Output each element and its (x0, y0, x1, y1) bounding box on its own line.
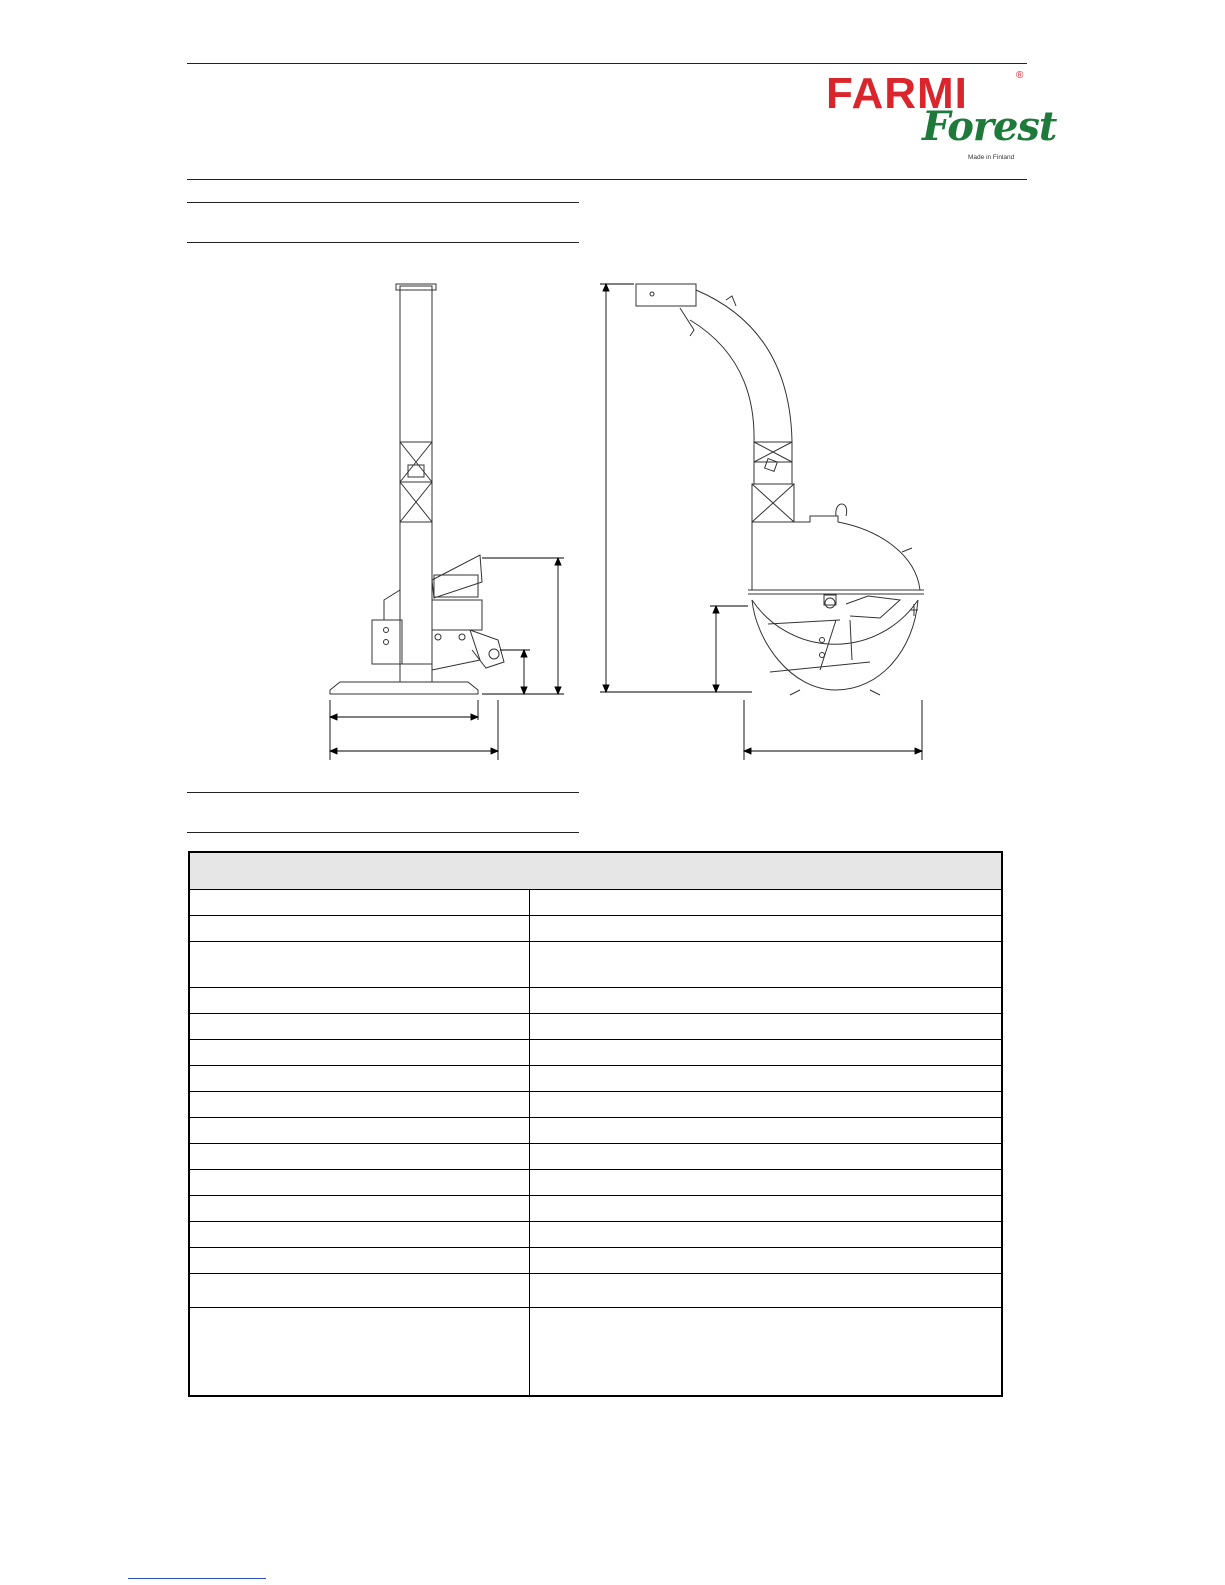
row-label (189, 988, 530, 1014)
row-label (189, 1196, 530, 1222)
table-row (189, 1118, 1002, 1144)
row-value (530, 1066, 1003, 1092)
row-value (530, 1144, 1003, 1170)
row-label (189, 1040, 530, 1066)
row-value (530, 1040, 1003, 1066)
section-rule-4 (187, 832, 579, 833)
row-value (530, 1092, 1003, 1118)
row-value (530, 988, 1003, 1014)
row-label (189, 1118, 530, 1144)
table-row (189, 988, 1002, 1014)
row-label (189, 1222, 530, 1248)
table-row (189, 1308, 1002, 1396)
row-label (189, 1144, 530, 1170)
row-value (530, 1196, 1003, 1222)
row-value (530, 890, 1003, 916)
table-row (189, 1092, 1002, 1118)
row-value (530, 1274, 1003, 1308)
logo-registered-mark: ® (1016, 70, 1024, 81)
table-row (189, 1196, 1002, 1222)
logo-brand: FARMI (826, 69, 968, 118)
section-rule-3 (187, 792, 579, 793)
table-header-row (189, 852, 1002, 890)
row-label (189, 1170, 530, 1196)
machine-side-view (600, 284, 924, 760)
table-row (189, 1274, 1002, 1308)
table-row (189, 1222, 1002, 1248)
row-value (530, 1118, 1003, 1144)
table-row (189, 942, 1002, 988)
row-label (189, 916, 530, 942)
row-label (189, 1014, 530, 1040)
row-value (530, 1248, 1003, 1274)
table-row (189, 1040, 1002, 1066)
table-title (189, 852, 1002, 890)
row-label (189, 1092, 530, 1118)
table-row (189, 1144, 1002, 1170)
row-label (189, 890, 530, 916)
table-row (189, 916, 1002, 942)
row-value (530, 916, 1003, 942)
row-label (189, 1308, 530, 1396)
row-value (530, 1222, 1003, 1248)
logo-tagline: Made in Finland (968, 154, 1015, 161)
logo-sub-brand: Forest (922, 103, 1057, 150)
row-label (189, 942, 530, 988)
row-label (189, 1248, 530, 1274)
table-row (189, 1170, 1002, 1196)
footer-link[interactable] (128, 1578, 266, 1579)
table-row (189, 1066, 1002, 1092)
technical-specifications-table (188, 851, 1003, 1397)
table-row (189, 1248, 1002, 1274)
row-value (530, 1308, 1003, 1396)
row-value (530, 942, 1003, 988)
table-row (189, 890, 1002, 916)
row-value (530, 1170, 1003, 1196)
row-label (189, 1066, 530, 1092)
row-label (189, 1274, 530, 1308)
row-value (530, 1014, 1003, 1040)
table-row (189, 1014, 1002, 1040)
machine-front-view (330, 284, 564, 760)
